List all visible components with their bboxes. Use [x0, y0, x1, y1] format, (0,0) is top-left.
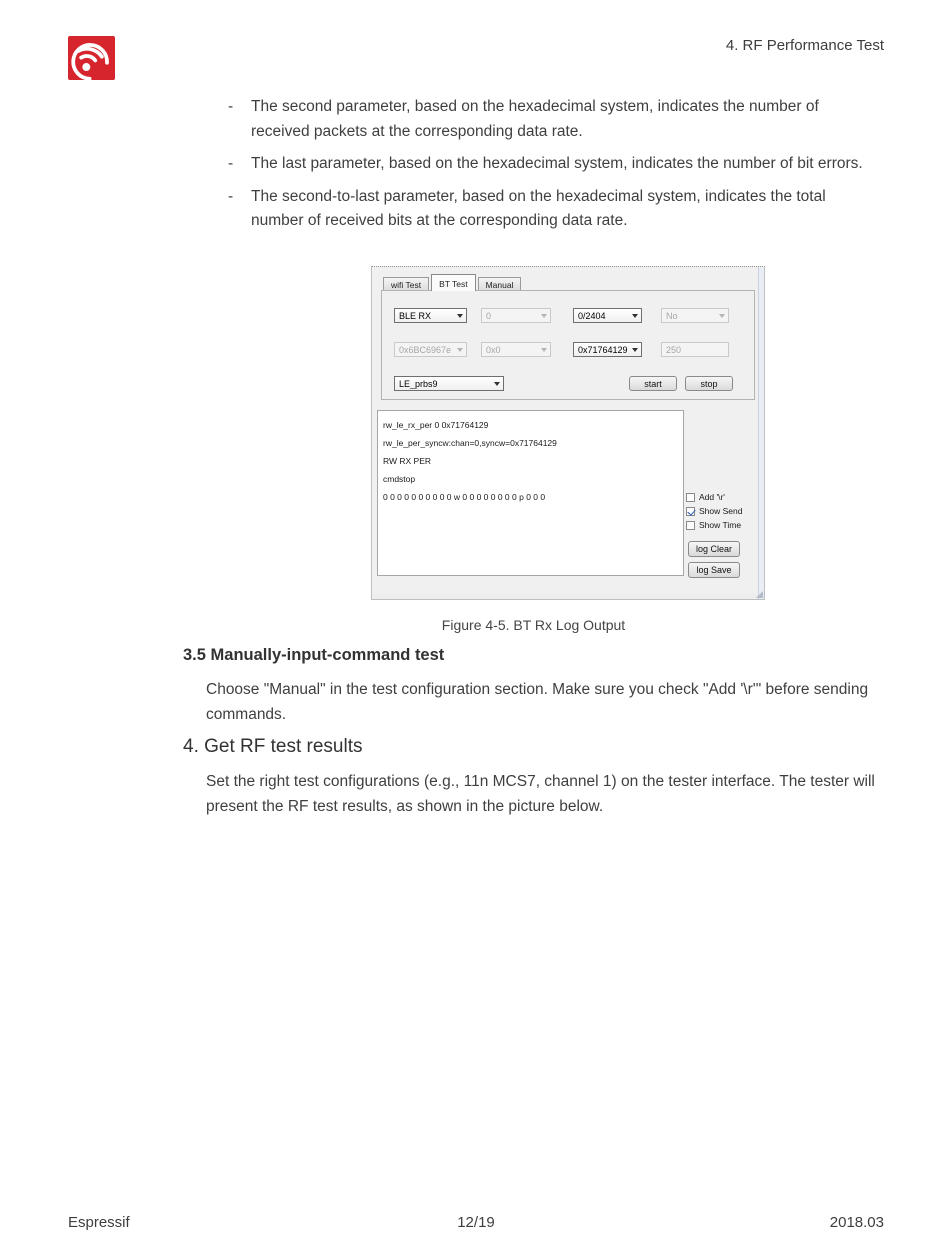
- bullet-dash: -: [228, 155, 234, 172]
- checkbox-box[interactable]: [686, 521, 695, 530]
- footer-date: 2018.03: [829, 1214, 884, 1231]
- page-header-title: 4. RF Performance Test: [725, 37, 884, 54]
- chevron-down-icon: [453, 343, 466, 356]
- chevron-down-icon[interactable]: [628, 343, 641, 356]
- add-cr-checkbox[interactable]: [686, 492, 725, 502]
- chevron-down-icon: [537, 343, 550, 356]
- chevron-down-icon: [715, 309, 728, 322]
- bullet-list: [228, 95, 876, 242]
- log-clear-button[interactable]: log Clear: [688, 541, 740, 557]
- log-line: 0 0 0 0 0 0 0 0 0 0 w 0 0 0 0 0 0 0 0 p 0 0 0: [383, 492, 546, 502]
- stop-button[interactable]: stop: [685, 376, 733, 391]
- section-4-body: Set the right test configurations (e.g., 11n MCS7, channel 1) on the tester interface. The tester will present the RF test results, as shown in the picture below.: [206, 773, 875, 815]
- bullet-dash: -: [228, 98, 234, 115]
- chevron-down-icon[interactable]: [628, 309, 641, 322]
- bullet-text: The second parameter, based on the hexadecimal system, indicates the number of received packets at the corresponding data rate.: [251, 98, 819, 140]
- checkbox-label: Show Send: [699, 506, 743, 516]
- chevron-down-icon[interactable]: [490, 377, 503, 390]
- syncw-select[interactable]: [573, 342, 642, 357]
- show-send-checkbox[interactable]: [686, 506, 742, 516]
- test-mode-value: BLE RX: [399, 310, 432, 321]
- figure-caption: Figure 4-5. BT Rx Log Output: [441, 617, 626, 633]
- date-rate-value: LE_prbs9: [399, 378, 438, 389]
- footer-page-number: 12/19: [457, 1214, 495, 1231]
- log-save-button[interactable]: log Save: [688, 562, 740, 578]
- ulap-select: [394, 342, 467, 357]
- show-time-checkbox[interactable]: [686, 520, 741, 530]
- bullet-text: The second-to-last parameter, based on the hexadecimal system, indicates the total number of received bits at the corresponding data rate.: [251, 187, 826, 229]
- bullet-item: [228, 185, 876, 234]
- start-button[interactable]: start: [629, 376, 677, 391]
- bullet-dash: -: [228, 187, 234, 205]
- log-line: rw_le_rx_per 0 0x71764129: [383, 420, 489, 430]
- channel-select[interactable]: [573, 308, 642, 323]
- date-rate-select[interactable]: [394, 376, 504, 391]
- power-level-select: [481, 308, 551, 323]
- checkbox-box[interactable]: [686, 493, 695, 502]
- hoppe-select: [661, 308, 729, 323]
- log-line: RW RX PER: [383, 456, 432, 466]
- section-4-heading: 4. Get RF test results: [183, 736, 363, 757]
- itaddr-value: 0x0: [486, 344, 501, 355]
- chevron-down-icon[interactable]: [453, 309, 466, 322]
- test-mode-select[interactable]: [394, 308, 467, 323]
- power-level-value: 0: [486, 310, 492, 321]
- log-line: rw_le_per_syncw:chan=0,syncw=0x71764129: [383, 438, 557, 448]
- section-3-5-body: Choose "Manual" in the test configuration section. Make sure you check "Add '\r'" before sending commands.: [206, 681, 869, 723]
- resize-grip-icon[interactable]: [756, 591, 763, 598]
- tab-wifi-test[interactable]: wifi Test: [383, 277, 429, 291]
- log-line: cmdstop: [383, 474, 416, 484]
- syncw-value: 0x71764129: [578, 344, 628, 355]
- bullet-item: [228, 152, 876, 177]
- checkbox-label: Add '\r': [699, 492, 725, 502]
- itaddr-select: [481, 342, 551, 357]
- bullet-text: The last parameter, based on the hexadecimal system, indicates the number of bit errors.: [251, 155, 863, 172]
- espressif-swirl-icon: [68, 36, 115, 83]
- check-icon[interactable]: [686, 507, 695, 516]
- espressif-logo-icon: [68, 36, 115, 80]
- checkbox-label: Show Time: [699, 520, 742, 530]
- tab-bt-test[interactable]: BT Test: [431, 274, 476, 291]
- channel-value: 0/2404: [578, 310, 606, 321]
- window-right-edge: [758, 267, 764, 599]
- window-bottom-edge: [372, 594, 758, 599]
- chevron-down-icon: [537, 309, 550, 322]
- rf-test-tool-window: [371, 266, 765, 600]
- tab-manual[interactable]: Manual: [478, 277, 522, 291]
- ulap-value: 0x6BC6967e: [399, 344, 452, 355]
- hoppe-value: No: [666, 310, 678, 321]
- bullet-item: [228, 95, 876, 144]
- payload-length-field: 250: [661, 342, 729, 357]
- footer-company: Espressif: [68, 1214, 130, 1231]
- page-footer: [68, 1214, 884, 1231]
- log-output-area[interactable]: [377, 410, 684, 576]
- tab-strip: [383, 274, 523, 291]
- section-3-5-heading: 3.5 Manually-input-command test: [183, 646, 445, 664]
